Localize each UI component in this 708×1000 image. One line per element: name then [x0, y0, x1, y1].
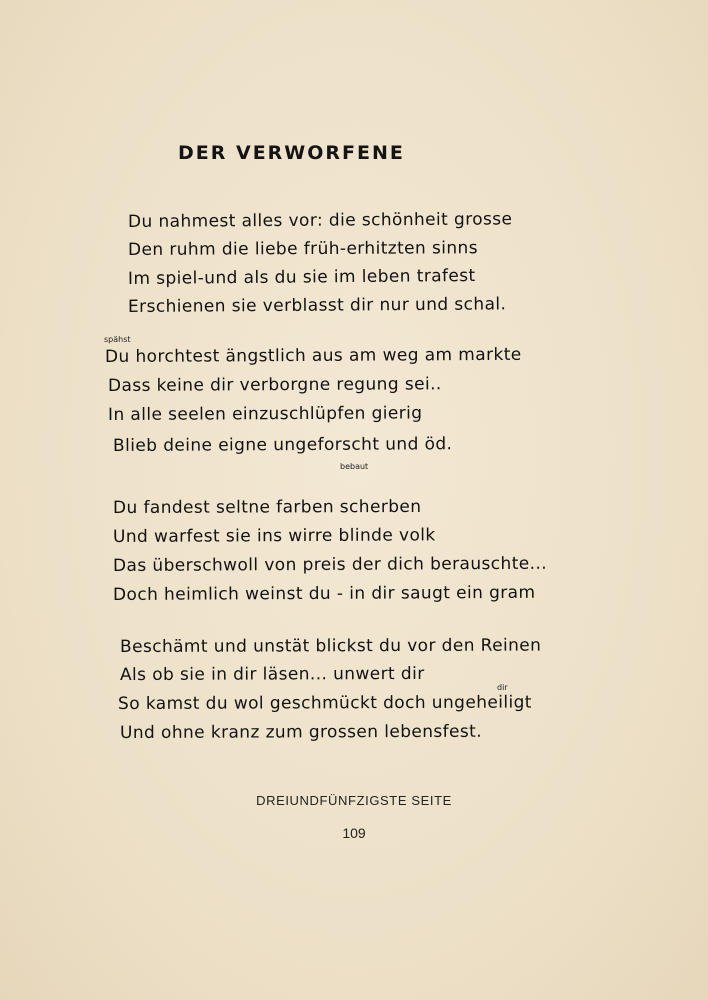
poem-line: Und warfest sie ins wirre blinde volk [112, 525, 436, 547]
poem-line: Dass keine dir verborgne regung sei.. [107, 374, 442, 396]
poem-line: So kamst du wol geschmückt doch ungeheiligt [117, 692, 532, 714]
poem-line: Den ruhm die liebe früh-erhitzten sinns [127, 238, 479, 260]
interlinear-correction: bebaut [340, 462, 369, 471]
page-number: 109 [342, 825, 366, 841]
poem-line: Blieb deine eigne ungeforscht und öd. [112, 434, 453, 456]
poem-line: Das überschwoll von preis der dich berauschte... [112, 553, 548, 576]
poem-line: Du horchtest ängstlich aus am weg am markte [104, 344, 522, 367]
poem-line: Du nahmest alles vor: die schönheit grosse [127, 209, 513, 232]
poem-line: Und ohne kranz zum grossen lebensfest. [119, 721, 483, 743]
margin-correction: spähst [104, 335, 131, 344]
poem-line: Im spiel-und als du sie im leben trafest [127, 265, 476, 289]
poem-title: DER VERWORFENE [178, 142, 405, 164]
poem-line: Erschienen sie verblasst dir nur und schal. [127, 294, 507, 317]
interlinear-correction: dir [497, 683, 508, 692]
poem-line: Beschämt und unstät blickst du vor den Reinen [119, 635, 542, 657]
poem-line: In alle seelen einzuschlüpfen gierig [107, 403, 423, 425]
poem-line: Doch heimlich weinst du - in dir saugt ein gram [112, 582, 536, 605]
poem-line: Als ob sie in dir läsen... unwert dir [119, 663, 425, 685]
running-title: DREIUNDFÜNFZIGSTE SEITE [256, 793, 452, 808]
poem-line: Du fandest seltne farben scherben [112, 496, 422, 518]
